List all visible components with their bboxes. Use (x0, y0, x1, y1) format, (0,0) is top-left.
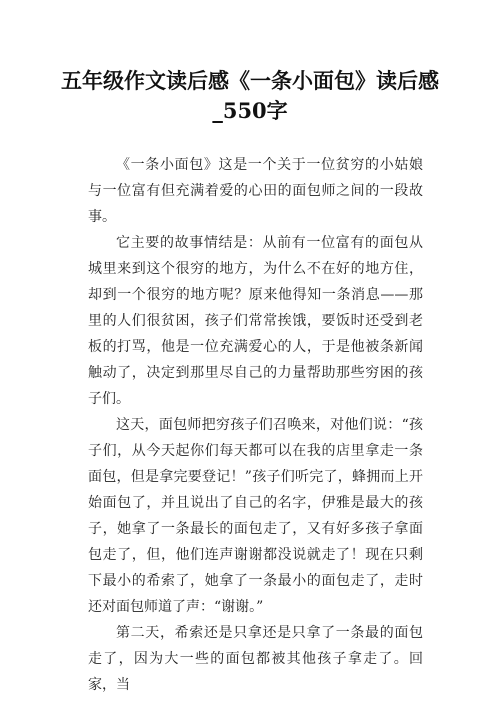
paragraph: 这天，面包师把穷孩子们召唤来，对他们说：“孩子们，从今天起你们每天都可以在我的店里拿走一条面包，但是拿完要登记！”孩子们听完了，蜂拥而上开始面包了，并且说出了自己的名字，伊雅是最大的孩子，她拿了一条最长的面包走了，又有好多孩子拿面包走了，但，他们连声谢谢都没说就走了！现在只剩下最小的希索了，她拿了一条最小的面包走了，走时还对面包师道了声：“谢谢。” (88, 417, 423, 615)
document-title: 五年级作文读后感《一条小面包》读后感_550字 (61, 68, 439, 123)
document-body (88, 152, 423, 698)
paragraph: 它主要的故事情结是：从前有一位富有的面包从城里来到这个很穷的地方，为什么不在好的地方住，却到一个很穷的地方呢？原来他得知一条消息——那里的人们很贫困，孩子们常常挨饿，要饭时还受到老板的打骂，他是一位充满爱心的人，于是他被条新闻触动了，决定到那里尽自己的力量帮助那些穷困的孩子们。 (88, 235, 423, 407)
paragraph: 《一条小面包》这是一个关于一位贫穷的小姑娘与一位富有但充满着爱的心田的面包师之间的一段故事。 (88, 157, 423, 225)
paragraph: 第二天，希索还是只拿还是只拿了一条最的面包走了，因为大一些的面包都被其他孩子拿走了。回家，当 (88, 625, 423, 693)
